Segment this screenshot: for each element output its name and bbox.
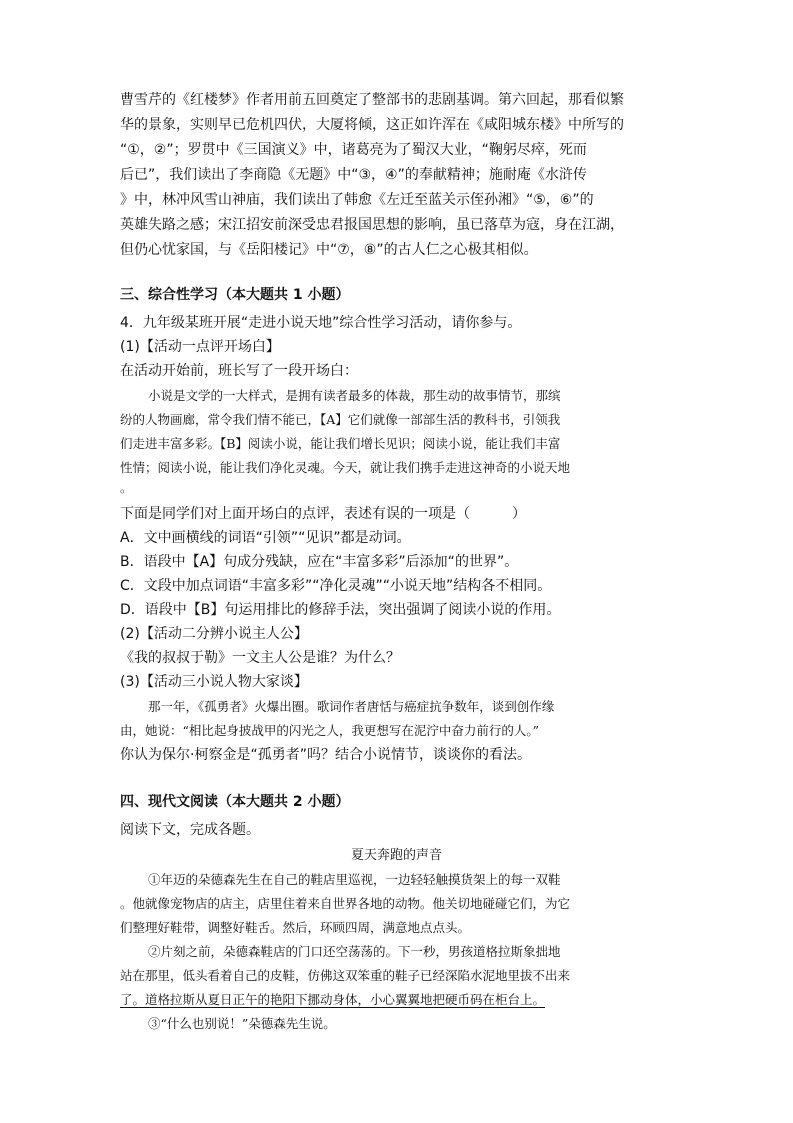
article-line: ②片刻之前，朵德森鞋店的门口还空荡荡的。下一秒，男孩道格拉斯象拙地 xyxy=(148,944,561,959)
option-d: D．语段中【B】句运用排比的修辞手法，突出强调了阅读小说的作用。 xyxy=(120,602,561,618)
activity-heading: (2)【活动二分辨小说主人公】 xyxy=(120,626,308,642)
option-b: B．语段中【A】句成分残缺，应在“丰富多彩”后添加“的世界”。 xyxy=(120,554,519,570)
question-stem: 4．九年级某班开展“走进小说天地”综合性学习活动，请你参与。 xyxy=(120,315,522,331)
quoted-line: 由，她说：“相比起身披战甲的闪光之人，我更想写在泥泞中奋力前行的人。” xyxy=(120,723,540,738)
quoted-line: 。 xyxy=(120,480,133,495)
article-line: ①年迈的朵德森先生在自己的鞋店里巡视，一边轻轻触摸货架上的每一双鞋 xyxy=(148,872,561,887)
quoted-line: 小说是文学的一大样式，是拥有读者最多的体裁，那生动的故事情节，那缤 xyxy=(148,388,561,403)
text-line: 阅读下文，完成各题。 xyxy=(120,822,260,838)
section-heading: 三、综合性学习（本大题共 1 小题） xyxy=(120,287,350,303)
text-line: 你认为保尔·柯察金是“孤勇者”吗？结合小说情节，谈谈你的看法。 xyxy=(120,747,531,763)
text-line: 《我的叔叔于勒》一文主人公是谁？为什么？ xyxy=(120,650,400,666)
text-line: 在活动开始前，班长写了一段开场白： xyxy=(120,363,358,379)
text-line: 英雄失路之感；宋江招安前深受忠君报国思想的影响，虽已落草为寇，身在江湖， xyxy=(120,217,624,233)
activity-heading: (3)【活动三小说人物大家谈】 xyxy=(120,674,308,690)
activity-heading: (1)【活动一点评开场白】 xyxy=(120,339,280,355)
article-line: 站在那里，低头看着自己的皮鞋，仿佛这双笨重的鞋子已经深陷水泥地里拔不出来 xyxy=(120,968,571,983)
question-text: 下面是同学们对上面开场白的点评，表述有误的一项是（ ） xyxy=(120,506,526,522)
option-a: A．文中画横线的词语“引领”“见识”都是动词。 xyxy=(120,530,411,546)
quoted-line: 性情；阅读小说，能让我们净化灵魂。今天，就让我们携手走进这神奇的小说天地 xyxy=(120,460,571,475)
article-line: 。他就像宠物店的店主，店里住着来自世界各地的动物。他关切地碰碰它们，为它 xyxy=(120,896,571,911)
quoted-line: 那一年，《孤勇者》火爆出圈。歌词作者唐恬与癌症抗争数年，谈到创作缘 xyxy=(148,699,555,714)
option-c: C．文段中加点词语“丰富多彩”“净化灵魂”“小说天地”结构各不相同。 xyxy=(120,578,552,594)
text-line: 但仍心忧家国，与《岳阳楼记》中“⑦，⑧”的古人仁之心极其相似。 xyxy=(120,242,538,258)
article-title: 夏天奔跑的声音 xyxy=(350,848,442,863)
text-line: “①，②”；罗贯中《三国演义》中，诸葛亮为了蜀汉大业，“鞠躬尽瘁，死而 xyxy=(120,142,587,158)
text-line: 》中，林冲风雪山神庙，我们读出了韩愈《左迁至蓝关示侄孙湘》“⑤，⑥”的 xyxy=(120,192,594,208)
article-line: 们整理好鞋带，调整好鞋舌。然后，环顾四周，满意地点点头。 xyxy=(120,920,471,935)
section-heading: 四、现代文阅读（本大题共 2 小题） xyxy=(120,794,350,810)
quoted-line: 纷的人物画廊，常令我们情不能已，【A】它们就像一部部生活的教科书，引领我 xyxy=(120,412,561,427)
text-line: 后已”，我们读出了李商隐《无题》中“③，④”的奉献精神；施耐庵《水浒传 xyxy=(120,167,587,183)
text-line: 华的景象，实则早已危机四伏，大厦将倾，这正如许浑在《咸阳城东楼》中所写的 xyxy=(120,117,624,133)
quoted-line: 们走进丰富多彩。【B】阅读小说，能让我们增长见识；阅读小说，能让我们丰富 xyxy=(120,436,561,451)
article-line: ③“什么也别说！”朵德森先生说。 xyxy=(148,1016,336,1031)
text-line: 曹雪芹的《红楼梦》作者用前五回奠定了整部书的悲剧基调。第六回起，那看似繁 xyxy=(120,92,624,108)
article-line-underlined: 了。道格拉斯从夏日正午的艳阳下挪动身体，小心翼翼地把硬币码在柜台上。 xyxy=(120,992,546,1007)
